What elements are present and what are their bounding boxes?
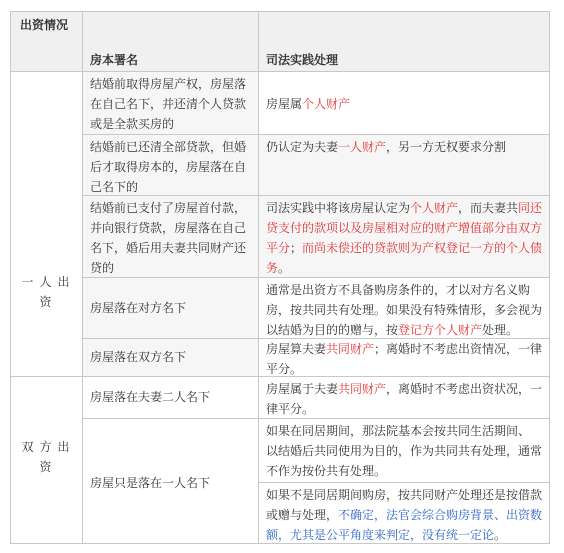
header-deed-name — [83, 12, 258, 71]
result-text-segment: 共同财产 — [326, 342, 375, 356]
group-single-funding — [11, 72, 82, 376]
deed-cell — [83, 72, 258, 134]
result-text-segment: 司法实践中将该房屋认定为 — [266, 201, 411, 215]
result-cell — [259, 419, 549, 482]
deed-text: 结婚前取得房屋产权，房屋落在自己名下，并还清个人贷款或是全款买房的 — [90, 77, 247, 131]
result-text-segment: 房屋属于夫妻 — [266, 382, 339, 396]
header-funding — [11, 12, 82, 71]
deed-cell — [83, 419, 258, 543]
deed-cell — [83, 377, 258, 418]
result-text-segment: 不确定，法官会综合购房背景、出资数额，尤其是公平角度来判定，没有统一定论 — [266, 508, 543, 542]
result-text-segment: 共同财产 — [338, 382, 387, 396]
result-text-segment: 个人财产 — [410, 201, 459, 215]
result-cell — [259, 483, 549, 543]
result-text-segment: ；离婚时不考虑出资情况，一律平分。 — [266, 342, 543, 376]
deed-text: 房屋落在对方名下 — [90, 301, 187, 315]
deed-text: 结婚前已支付了房屋首付款，并向银行贷款，房屋落在自己名下，婚后用夫妻共同财产还贷的 — [90, 201, 247, 275]
deed-text: 房屋落在双方名下 — [90, 350, 187, 364]
result-cell — [259, 278, 549, 338]
deed-cell — [83, 196, 258, 277]
result-text-segment: 处理。 — [482, 323, 519, 337]
result-text-segment: 。 — [278, 261, 291, 275]
header-judicial-practice — [259, 12, 549, 71]
deed-cell — [83, 339, 258, 376]
result-text-segment: 通常是出资方不具备购房条件的，才以对方名义购房，按共同共有处理。如果没有特殊情形，多会视为以结婚为目的的赠与，按 — [266, 283, 543, 337]
result-cell — [259, 196, 549, 277]
deed-text: 结婚前已还清全部贷款，但婚后才取得房本的，房屋落在自己名下的 — [90, 140, 247, 194]
group-joint-label: 双方出资 — [21, 440, 76, 474]
result-text-segment: 如果在同居期间，那法院基本会按共同生活期间、 以结婚后共同使用为目的，作为共同共有处理，通常不作为按份共有处理。 — [266, 424, 543, 478]
result-cell — [259, 377, 549, 418]
result-text-segment: 个人财产 — [302, 97, 351, 111]
result-text-segment: 房屋算夫妻 — [266, 342, 327, 356]
group-joint-funding — [11, 377, 82, 543]
deed-text: 房屋只是落在一人名下 — [90, 476, 211, 490]
result-cell — [259, 339, 549, 376]
result-text-segment: 房屋属 — [266, 97, 303, 111]
header-funding-label: 出资情况 — [20, 18, 69, 32]
header-judicial-label: 司法实践处理 — [266, 53, 339, 67]
deed-text: 房屋落在夫妻二人名下 — [90, 390, 211, 404]
housing-table — [10, 11, 550, 544]
deed-cell — [83, 135, 258, 195]
result-text-segment: ，另一方无权要求分割 — [386, 140, 507, 154]
result-text-segment: 登记方个人财产 — [398, 323, 483, 337]
result-cell — [259, 135, 549, 195]
result-text-segment: ，而夫妻共 — [458, 201, 519, 215]
result-text-segment: ，离婚时不考虑出资状况，一律平分。 — [266, 382, 543, 416]
result-text-segment: ； — [290, 241, 303, 255]
result-text-segment: 同还贷支付的款项以及房屋相对应的财产增值部分由双方平分 — [266, 201, 543, 255]
group-single-label: 一人出资 — [21, 275, 76, 309]
deed-cell — [83, 278, 258, 338]
result-text-segment: 一人财产 — [338, 140, 387, 154]
result-text-segment: 。 — [494, 528, 507, 542]
header-deed-label: 房本署名 — [90, 53, 139, 67]
result-text-segment: 而尚未偿还的贷款则为产权登记一方的个人债务 — [266, 241, 543, 275]
result-text-segment: 仍认定为夫妻 — [266, 140, 339, 154]
result-text-segment: 如果不是同居期间购房，按共同财产处理还是按借款或赠与处理， — [266, 488, 543, 522]
result-cell — [259, 72, 549, 134]
